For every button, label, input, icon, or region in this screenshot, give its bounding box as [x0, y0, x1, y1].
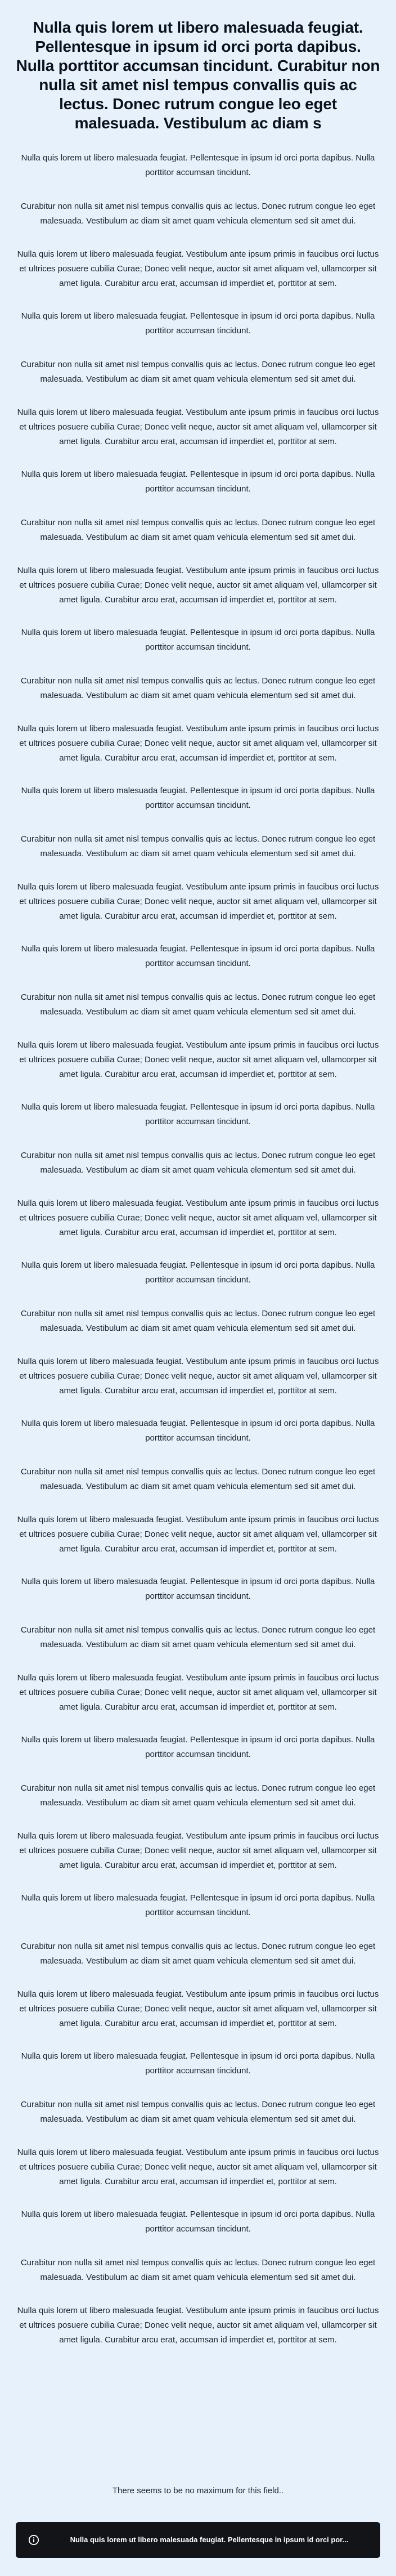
paragraph-long: Nulla quis lorem ut libero malesuada feugiat. Vestibulum ante ipsum primis in faucibus orci luctus et ultrices posuere cubilia Curae; Donec velit neque, auctor sit amet aliquam vel, ullamcorper sit amet ligula. Curabitur arcu erat, accumsan id imperdiet et, porttitor at sem. [17, 1831, 379, 1870]
info-icon [28, 2534, 39, 2546]
paragraph-mid: Curabitur non nulla sit amet nisl tempus convallis quis ac lectus. Donec rutrum congue leo eget malesuada. Vestibulum ac diam sit amet quam vehicula elementum sed sit amet dui. [20, 1783, 376, 1808]
paragraph-long: Nulla quis lorem ut libero malesuada feugiat. Vestibulum ante ipsum primis in faucibus orci luctus et ultrices posuere cubilia Curae; Donec velit neque, auctor sit amet aliquam vel, ullamcorper sit amet ligula. Curabitur arcu erat, accumsan id imperdiet et, porttitor at sem. [17, 566, 379, 605]
paragraph-long: Nulla quis lorem ut libero malesuada feugiat. Vestibulum ante ipsum primis in faucibus orci luctus et ultrices posuere cubilia Curae; Donec velit neque, auctor sit amet aliquam vel, ullamcorper sit amet ligula. Curabitur arcu erat, accumsan id imperdiet et, porttitor at sem. [17, 1357, 379, 1396]
paragraph-mid: Curabitur non nulla sit amet nisl tempus convallis quis ac lectus. Donec rutrum congue leo eget malesuada. Vestibulum ac diam sit amet quam vehicula elementum sed sit amet dui. [20, 834, 376, 858]
field-hint: There seems to be no maximum for this field.. [112, 2486, 284, 2496]
paragraph-short: Nulla quis lorem ut libero malesuada feugiat. Pellentesque in ipsum id orci porta dapibus. Nulla porttitor accumsan tincidunt. [21, 786, 375, 810]
toast-notification[interactable] [16, 2522, 380, 2558]
paragraph-long: Nulla quis lorem ut libero malesuada feugiat. Vestibulum ante ipsum primis in faucibus orci luctus et ultrices posuere cubilia Curae; Donec velit neque, auctor sit amet aliquam vel, ullamcorper sit amet ligula. Curabitur arcu erat, accumsan id imperdiet et, porttitor at sem. [17, 1989, 379, 2028]
paragraph-list [16, 151, 380, 2347]
paragraph-short: Nulla quis lorem ut libero malesuada feugiat. Pellentesque in ipsum id orci porta dapibus. Nulla porttitor accumsan tincidunt. [21, 469, 375, 494]
paragraph-long: Nulla quis lorem ut libero malesuada feugiat. Vestibulum ante ipsum primis in faucibus orci luctus et ultrices posuere cubilia Curae; Donec velit neque, auctor sit amet aliquam vel, ullamcorper sit amet ligula. Curabitur arcu erat, accumsan id imperdiet et, porttitor at sem. [17, 1515, 379, 1554]
paragraph-mid: Curabitur non nulla sit amet nisl tempus convallis quis ac lectus. Donec rutrum congue leo eget malesuada. Vestibulum ac diam sit amet quam vehicula elementum sed sit amet dui. [20, 1942, 376, 1966]
paragraph-long: Nulla quis lorem ut libero malesuada feugiat. Vestibulum ante ipsum primis in faucibus orci luctus et ultrices posuere cubilia Curae; Donec velit neque, auctor sit amet aliquam vel, ullamcorper sit amet ligula. Curabitur arcu erat, accumsan id imperdiet et, porttitor at sem. [17, 408, 379, 446]
paragraph-short: Nulla quis lorem ut libero malesuada feugiat. Pellentesque in ipsum id orci porta dapibus. Nulla porttitor accumsan tincidunt. [21, 2051, 375, 2076]
paragraph-mid: Curabitur non nulla sit amet nisl tempus convallis quis ac lectus. Donec rutrum congue leo eget malesuada. Vestibulum ac diam sit amet quam vehicula elementum sed sit amet dui. [20, 2258, 376, 2282]
paragraph-long: Nulla quis lorem ut libero malesuada feugiat. Vestibulum ante ipsum primis in faucibus orci luctus et ultrices posuere cubilia Curae; Donec velit neque, auctor sit amet aliquam vel, ullamcorper sit amet ligula. Curabitur arcu erat, accumsan id imperdiet et, porttitor at sem. [17, 1673, 379, 1712]
page-headline: Nulla quis lorem ut libero malesuada feugiat. Pellentesque in ipsum id orci porta dapibus. Nulla porttitor accumsan tincidunt. Curabitur non nulla sit amet nisl tempus convallis quis ac lectus. Donec rutrum congue leo eget malesuada. Vestibulum ac diam s [16, 19, 380, 132]
paragraph-short: Nulla quis lorem ut libero malesuada feugiat. Pellentesque in ipsum id orci porta dapibus. Nulla porttitor accumsan tincidunt. [21, 1102, 375, 1126]
paragraph-long: Nulla quis lorem ut libero malesuada feugiat. Vestibulum ante ipsum primis in faucibus orci luctus et ultrices posuere cubilia Curae; Donec velit neque, auctor sit amet aliquam vel, ullamcorper sit amet ligula. Curabitur arcu erat, accumsan id imperdiet et, porttitor at sem. [17, 724, 379, 763]
paragraph-mid: Curabitur non nulla sit amet nisl tempus convallis quis ac lectus. Donec rutrum congue leo eget malesuada. Vestibulum ac diam sit amet quam vehicula elementum sed sit amet dui. [20, 518, 376, 542]
paragraph-long: Nulla quis lorem ut libero malesuada feugiat. Vestibulum ante ipsum primis in faucibus orci luctus et ultrices posuere cubilia Curae; Donec velit neque, auctor sit amet aliquam vel, ullamcorper sit amet ligula. Curabitur arcu erat, accumsan id imperdiet et, porttitor at sem. [17, 249, 379, 288]
paragraph-mid: Curabitur non nulla sit amet nisl tempus convallis quis ac lectus. Donec rutrum congue leo eget malesuada. Vestibulum ac diam sit amet quam vehicula elementum sed sit amet dui. [20, 202, 376, 226]
paragraph-mid: Curabitur non nulla sit amet nisl tempus convallis quis ac lectus. Donec rutrum congue leo eget malesuada. Vestibulum ac diam sit amet quam vehicula elementum sed sit amet dui. [20, 676, 376, 700]
paragraph-short: Nulla quis lorem ut libero malesuada feugiat. Pellentesque in ipsum id orci porta dapibus. Nulla porttitor accumsan tincidunt. [21, 153, 375, 177]
toast-message: Nulla quis lorem ut libero malesuada feugiat. Pellentesque in ipsum id orci por... [70, 2535, 349, 2544]
paragraph-long: Nulla quis lorem ut libero malesuada feugiat. Vestibulum ante ipsum primis in faucibus orci luctus et ultrices posuere cubilia Curae; Donec velit neque, auctor sit amet aliquam vel, ullamcorper sit amet ligula. Curabitur arcu erat, accumsan id imperdiet et, porttitor at sem. [17, 2306, 379, 2345]
paragraph-long: Nulla quis lorem ut libero malesuada feugiat. Vestibulum ante ipsum primis in faucibus orci luctus et ultrices posuere cubilia Curae; Donec velit neque, auctor sit amet aliquam vel, ullamcorper sit amet ligula. Curabitur arcu erat, accumsan id imperdiet et, porttitor at sem. [17, 2148, 379, 2186]
paragraph-short: Nulla quis lorem ut libero malesuada feugiat. Pellentesque in ipsum id orci porta dapibus. Nulla porttitor accumsan tincidunt. [21, 2210, 375, 2234]
paragraph-long: Nulla quis lorem ut libero malesuada feugiat. Vestibulum ante ipsum primis in faucibus orci luctus et ultrices posuere cubilia Curae; Donec velit neque, auctor sit amet aliquam vel, ullamcorper sit amet ligula. Curabitur arcu erat, accumsan id imperdiet et, porttitor at sem. [17, 1198, 379, 1237]
paragraph-mid: Curabitur non nulla sit amet nisl tempus convallis quis ac lectus. Donec rutrum congue leo eget malesuada. Vestibulum ac diam sit amet quam vehicula elementum sed sit amet dui. [20, 1625, 376, 1649]
paragraph-mid: Curabitur non nulla sit amet nisl tempus convallis quis ac lectus. Donec rutrum congue leo eget malesuada. Vestibulum ac diam sit amet quam vehicula elementum sed sit amet dui. [20, 1309, 376, 1333]
paragraph-short: Nulla quis lorem ut libero malesuada feugiat. Pellentesque in ipsum id orci porta dapibus. Nulla porttitor accumsan tincidunt. [21, 1735, 375, 1759]
paragraph-short: Nulla quis lorem ut libero malesuada feugiat. Pellentesque in ipsum id orci porta dapibus. Nulla porttitor accumsan tincidunt. [21, 944, 375, 968]
paragraph-mid: Curabitur non nulla sit amet nisl tempus convallis quis ac lectus. Donec rutrum congue leo eget malesuada. Vestibulum ac diam sit amet quam vehicula elementum sed sit amet dui. [20, 1151, 376, 1175]
paragraph-short: Nulla quis lorem ut libero malesuada feugiat. Pellentesque in ipsum id orci porta dapibus. Nulla porttitor accumsan tincidunt. [21, 628, 375, 652]
paragraph-short: Nulla quis lorem ut libero malesuada feugiat. Pellentesque in ipsum id orci porta dapibus. Nulla porttitor accumsan tincidunt. [21, 1419, 375, 1443]
paragraph-short: Nulla quis lorem ut libero malesuada feugiat. Pellentesque in ipsum id orci porta dapibus. Nulla porttitor accumsan tincidunt. [21, 1893, 375, 1917]
paragraph-mid: Curabitur non nulla sit amet nisl tempus convallis quis ac lectus. Donec rutrum congue leo eget malesuada. Vestibulum ac diam sit amet quam vehicula elementum sed sit amet dui. [20, 360, 376, 384]
paragraph-short: Nulla quis lorem ut libero malesuada feugiat. Pellentesque in ipsum id orci porta dapibus. Nulla porttitor accumsan tincidunt. [21, 1260, 375, 1285]
paragraph-short: Nulla quis lorem ut libero malesuada feugiat. Pellentesque in ipsum id orci porta dapibus. Nulla porttitor accumsan tincidunt. [21, 311, 375, 336]
paragraph-mid: Curabitur non nulla sit amet nisl tempus convallis quis ac lectus. Donec rutrum congue leo eget malesuada. Vestibulum ac diam sit amet quam vehicula elementum sed sit amet dui. [20, 2100, 376, 2124]
paragraph-long: Nulla quis lorem ut libero malesuada feugiat. Vestibulum ante ipsum primis in faucibus orci luctus et ultrices posuere cubilia Curae; Donec velit neque, auctor sit amet aliquam vel, ullamcorper sit amet ligula. Curabitur arcu erat, accumsan id imperdiet et, porttitor at sem. [17, 1040, 379, 1079]
paragraph-mid: Curabitur non nulla sit amet nisl tempus convallis quis ac lectus. Donec rutrum congue leo eget malesuada. Vestibulum ac diam sit amet quam vehicula elementum sed sit amet dui. [20, 992, 376, 1017]
paragraph-long: Nulla quis lorem ut libero malesuada feugiat. Vestibulum ante ipsum primis in faucibus orci luctus et ultrices posuere cubilia Curae; Donec velit neque, auctor sit amet aliquam vel, ullamcorper sit amet ligula. Curabitur arcu erat, accumsan id imperdiet et, porttitor at sem. [17, 882, 379, 921]
paragraph-short: Nulla quis lorem ut libero malesuada feugiat. Pellentesque in ipsum id orci porta dapibus. Nulla porttitor accumsan tincidunt. [21, 1577, 375, 1601]
paragraph-mid: Curabitur non nulla sit amet nisl tempus convallis quis ac lectus. Donec rutrum congue leo eget malesuada. Vestibulum ac diam sit amet quam vehicula elementum sed sit amet dui. [20, 1467, 376, 1491]
